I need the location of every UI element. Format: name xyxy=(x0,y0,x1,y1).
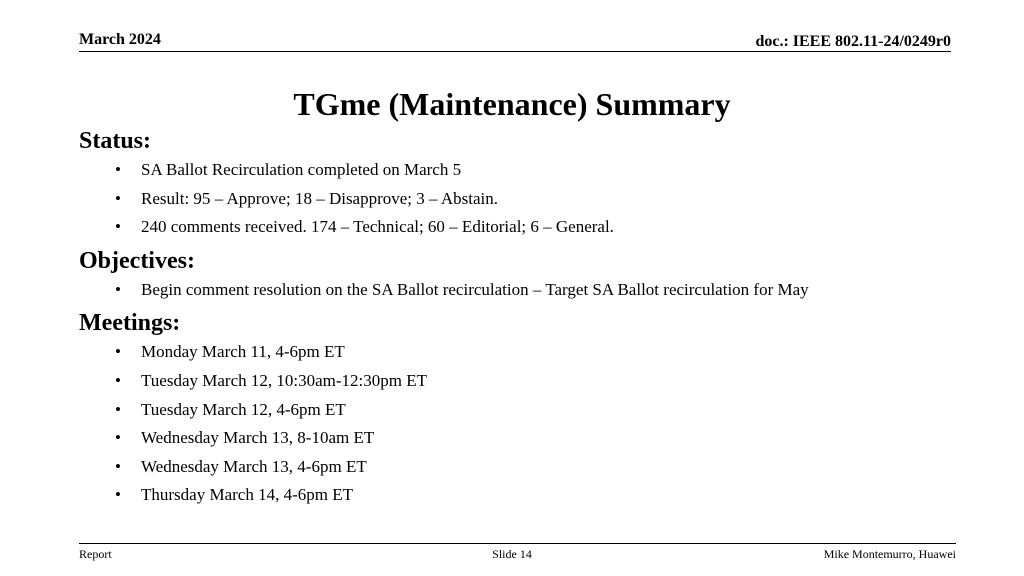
section-status xyxy=(79,126,959,242)
status-heading: Status: xyxy=(79,128,152,154)
status-item-text: 240 comments received. 174 – Technical; 60 – Editorial; 6 – General. xyxy=(141,217,614,237)
status-item xyxy=(79,213,959,242)
meeting-item-text: Wednesday March 13, 8-10am ET xyxy=(141,428,375,448)
bullet-icon: • xyxy=(115,188,121,208)
status-item-text: Result: 95 – Approve; 18 – Disapprove; 3 – Abstain. xyxy=(141,188,498,208)
status-item-text: SA Ballot Recirculation completed on March 5 xyxy=(141,160,462,179)
bullet-icon: • xyxy=(115,399,121,419)
header-rule xyxy=(79,51,951,52)
meeting-item-text: Tuesday March 12, 4-6pm ET xyxy=(141,399,346,419)
objectives-item xyxy=(79,276,959,305)
meeting-item xyxy=(79,367,959,396)
meeting-item xyxy=(79,396,959,425)
objectives-list xyxy=(79,276,959,305)
bullet-icon: • xyxy=(115,217,121,237)
slide-title: TGme (Maintenance) Summary xyxy=(293,86,731,122)
meeting-item-text: Thursday March 14, 4-6pm ET xyxy=(141,485,353,505)
objectives-item-text: Begin comment resolution on the SA Ballot recirculation – Target SA Ballot recirculation for May xyxy=(141,279,809,299)
bullet-icon: • xyxy=(115,456,121,476)
footer-author: Mike Montemurro, Huawei xyxy=(823,547,956,561)
section-objectives xyxy=(79,246,959,305)
status-item xyxy=(79,156,959,185)
bullet-icon: • xyxy=(115,485,121,505)
section-meetings xyxy=(79,308,959,510)
bullet-icon: • xyxy=(115,428,121,448)
objectives-heading: Objectives: xyxy=(79,247,195,274)
meeting-item xyxy=(79,424,959,453)
meeting-item-text: Wednesday March 13, 4-6pm ET xyxy=(141,456,367,476)
meetings-heading: Meetings: xyxy=(79,310,181,337)
footer-rule xyxy=(79,543,956,544)
meetings-list xyxy=(79,338,959,510)
meeting-item-text: Tuesday March 12, 10:30am-12:30pm ET xyxy=(141,370,427,390)
meeting-item-text: Monday March 11, 4-6pm ET xyxy=(141,342,345,362)
status-list xyxy=(79,156,959,242)
meeting-item xyxy=(79,481,959,510)
bullet-icon: • xyxy=(115,370,121,390)
bullet-icon: • xyxy=(115,279,121,299)
status-item xyxy=(79,185,959,214)
footer-slide-number: Slide 14 xyxy=(492,547,532,561)
header-date: March 2024 xyxy=(79,31,161,48)
bullet-icon: • xyxy=(115,342,121,362)
slide-content xyxy=(79,126,959,510)
meeting-item xyxy=(79,338,959,367)
bullet-icon: • xyxy=(115,160,121,179)
meeting-item xyxy=(79,453,959,482)
header-doc-id: doc.: IEEE 802.11-24/0249r0 xyxy=(755,33,951,50)
footer-left: Report xyxy=(79,547,112,561)
